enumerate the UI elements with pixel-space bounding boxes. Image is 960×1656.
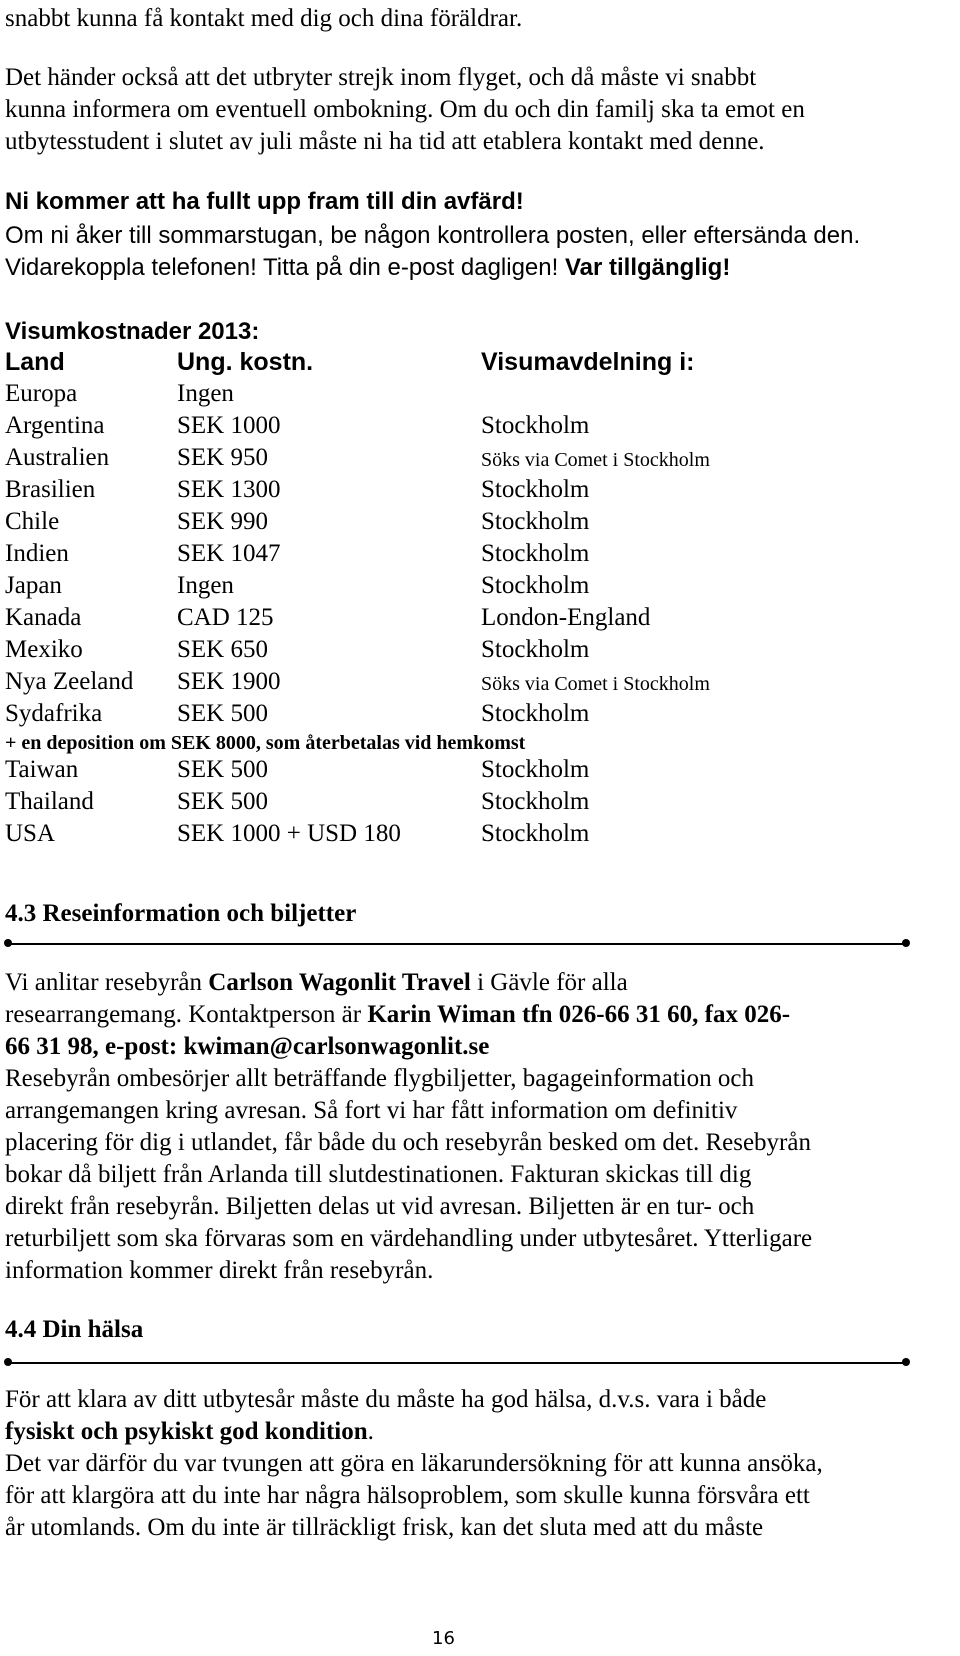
visa-country: Nya Zeeland bbox=[5, 668, 134, 695]
visa-row bbox=[5, 540, 905, 572]
visa-cost: SEK 950 bbox=[177, 444, 268, 471]
s43-contact: Karin Wiman tfn 026-66 31 60, fax 026- bbox=[367, 1001, 791, 1028]
visa-row bbox=[5, 508, 905, 540]
visa-row bbox=[5, 788, 905, 820]
rule-right-dot bbox=[902, 1358, 910, 1366]
visa-cost: SEK 500 bbox=[177, 700, 268, 727]
notice-bold-line: Ni kommer att ha fullt upp fram till din avfärd! bbox=[5, 188, 524, 215]
visa-deposit-note: + en deposition om SEK 8000, som återbetalas vid hemkomst bbox=[5, 732, 526, 754]
s43-contact-line-3: 66 31 98, e-post: kwiman@carlsonwagonlit.se bbox=[5, 1033, 490, 1060]
section-4-4-rule bbox=[8, 1362, 906, 1364]
visa-department: Söks via Comet i Stockholm bbox=[481, 449, 710, 471]
visa-title: Visumkostnader 2013: bbox=[5, 318, 260, 345]
visa-cost: CAD 125 bbox=[177, 604, 274, 631]
visa-country: Chile bbox=[5, 508, 60, 535]
visa-row bbox=[5, 476, 905, 508]
visa-country: Thailand bbox=[5, 788, 94, 815]
s43-line-1-a: Vi anlitar resebyrån bbox=[5, 969, 209, 996]
visa-row bbox=[5, 756, 905, 788]
visa-country: Japan bbox=[5, 572, 62, 599]
visa-header-land: Land bbox=[5, 348, 65, 376]
visa-row bbox=[5, 668, 905, 700]
s43-line-1 bbox=[5, 966, 628, 999]
visa-department: Stockholm bbox=[481, 572, 590, 599]
visa-row bbox=[5, 700, 905, 732]
visa-row bbox=[5, 380, 905, 412]
visa-cost: Ingen bbox=[177, 380, 234, 407]
visa-row bbox=[5, 444, 905, 476]
visa-country: Kanada bbox=[5, 604, 82, 631]
s44-line-1: För att klara av ditt utbytesår måste du måste ha god hälsa, d.v.s. vara i både bbox=[5, 1386, 767, 1413]
visa-cost: SEK 1300 bbox=[177, 476, 281, 503]
visa-country: Argentina bbox=[5, 412, 105, 439]
s44-body-line: år utomlands. Om du inte är tillräckligt frisk, kan det sluta med att du måste bbox=[5, 1514, 764, 1541]
s43-agency-name: Carlson Wagonlit Travel bbox=[208, 969, 471, 996]
section-4-3-rule bbox=[8, 943, 906, 945]
s43-line-1-c: i Gävle för alla bbox=[470, 969, 628, 996]
visa-country: Australien bbox=[5, 444, 110, 471]
notice-line-3-bold: Var tillgänglig! bbox=[564, 254, 731, 281]
s43-body-line: returbiljett som ska förvaras som en värdehandling under utbytesåret. Ytterligare bbox=[5, 1225, 813, 1252]
visa-department: Stockholm bbox=[481, 700, 590, 727]
visa-department: Stockholm bbox=[481, 788, 590, 815]
s44-line-2 bbox=[5, 1415, 374, 1448]
s44-line-2-end: . bbox=[367, 1418, 374, 1445]
visa-department: Stockholm bbox=[481, 540, 590, 567]
visa-country: Mexiko bbox=[5, 636, 83, 663]
visa-country: Taiwan bbox=[5, 756, 79, 783]
visa-department: London-England bbox=[481, 604, 651, 631]
visa-cost: SEK 1000 bbox=[177, 412, 281, 439]
intro-line-2: Det händer också att det utbryter strejk inom flyget, och då måste vi snabbt bbox=[5, 64, 757, 91]
visa-country: Europa bbox=[5, 380, 78, 407]
s43-line-2 bbox=[5, 998, 790, 1031]
visa-country: Brasilien bbox=[5, 476, 96, 503]
section-4-3-heading: 4.3 Reseinformation och biljetter bbox=[5, 900, 357, 927]
section-4-4-heading: 4.4 Din hälsa bbox=[5, 1316, 144, 1343]
page-number: 16 bbox=[432, 1628, 455, 1649]
s43-line-2-a: researrangemang. Kontaktperson är bbox=[5, 1001, 368, 1028]
s43-body-line: bokar då biljett från Arlanda till slutdestinationen. Fakturan skickas till dig bbox=[5, 1161, 752, 1188]
visa-cost: SEK 1900 bbox=[177, 668, 281, 695]
visa-country: USA bbox=[5, 820, 56, 847]
visa-cost: SEK 500 bbox=[177, 788, 268, 815]
visa-cost: SEK 1047 bbox=[177, 540, 281, 567]
visa-cost: SEK 1000 + USD 180 bbox=[177, 820, 401, 847]
visa-country: Indien bbox=[5, 540, 69, 567]
notice-line-2: Om ni åker till sommarstugan, be någon kontrollera posten, eller eftersända den. bbox=[5, 222, 861, 249]
visa-header-cost: Ung. kostn. bbox=[177, 348, 314, 376]
notice-line-3-plain: Vidarekoppla telefonen! Titta på din e-post dagligen! bbox=[5, 254, 565, 281]
visa-department: Söks via Comet i Stockholm bbox=[481, 673, 710, 695]
visa-department: Stockholm bbox=[481, 756, 590, 783]
visa-row bbox=[5, 572, 905, 604]
visa-department: Stockholm bbox=[481, 476, 590, 503]
s43-body-line: information kommer direkt från resebyrån. bbox=[5, 1257, 434, 1284]
s44-body-line: Det var därför du var tvungen att göra en läkarundersökning för att kunna ansöka, bbox=[5, 1450, 823, 1477]
visa-row bbox=[5, 636, 905, 668]
s44-condition: fysiskt och psykiskt god kondition bbox=[5, 1418, 368, 1445]
visa-row bbox=[5, 820, 905, 852]
intro-line-3: kunna informera om eventuell ombokning. Om du och din familj ska ta emot en bbox=[5, 96, 805, 123]
rule-left-dot bbox=[4, 1358, 12, 1366]
intro-line-4: utbytesstudent i slutet av juli måste ni ha tid att etablera kontakt med denne. bbox=[5, 128, 765, 155]
visa-cost: SEK 500 bbox=[177, 756, 268, 783]
visa-department: Stockholm bbox=[481, 636, 590, 663]
s43-body-line: Resebyrån ombesörjer allt beträffande flygbiljetter, bagageinformation och bbox=[5, 1065, 754, 1092]
visa-department: Stockholm bbox=[481, 412, 590, 439]
rule-right-dot bbox=[902, 939, 910, 947]
s43-body-line: direkt från resebyrån. Biljetten delas ut vid avresan. Biljetten är en tur- och bbox=[5, 1193, 755, 1220]
rule-left-dot bbox=[4, 939, 12, 947]
visa-department: Stockholm bbox=[481, 820, 590, 847]
visa-row bbox=[5, 412, 905, 444]
visa-cost: Ingen bbox=[177, 572, 234, 599]
visa-department: Stockholm bbox=[481, 508, 590, 535]
visa-cost: SEK 650 bbox=[177, 636, 268, 663]
s43-body-line: placering för dig i utlandet, får både du och resebyrån besked om det. Resebyrån bbox=[5, 1129, 811, 1156]
visa-cost: SEK 990 bbox=[177, 508, 268, 535]
s44-body-line: för att klargöra att du inte har några hälsoproblem, som skulle kunna försvåra ett bbox=[5, 1482, 810, 1509]
visa-row bbox=[5, 604, 905, 636]
s43-body-line: arrangemangen kring avresan. Så fort vi har fått information om definitiv bbox=[5, 1097, 738, 1124]
notice-line-3 bbox=[5, 254, 730, 282]
visa-header-row bbox=[5, 348, 905, 380]
visa-country: Sydafrika bbox=[5, 700, 103, 727]
visa-header-dept: Visumavdelning i: bbox=[481, 348, 695, 376]
intro-line-1: snabbt kunna få kontakt med dig och dina föräldrar. bbox=[5, 5, 523, 32]
